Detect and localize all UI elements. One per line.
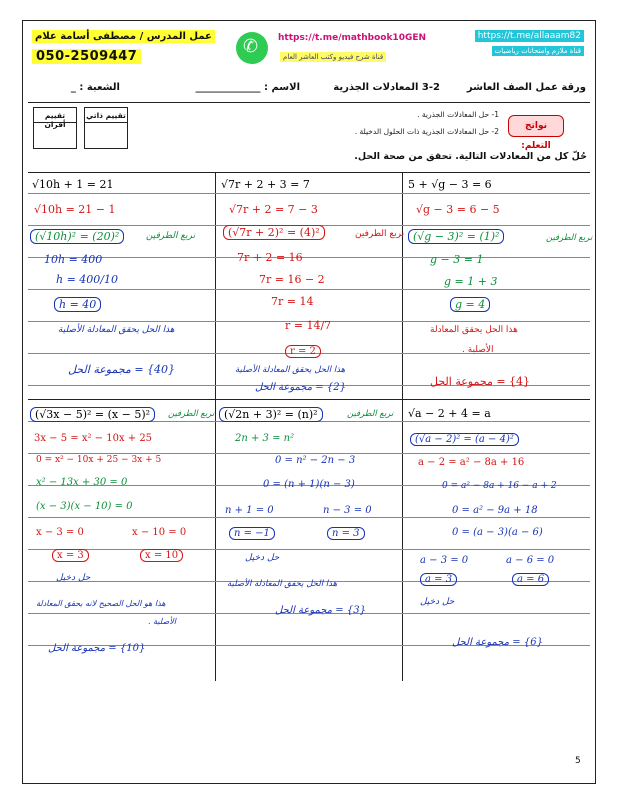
work-note: الأصلية . [462, 345, 494, 355]
work-step: (√10h)² = (20)² [30, 229, 124, 244]
work-result: r = 2 [285, 345, 321, 358]
work-note: نربع الطرفين [146, 231, 196, 241]
work-note: هذا هو الحل الصحيح لانه يحقق المعادلة [36, 599, 166, 608]
work-result: a = 3 [420, 573, 457, 586]
work-step: n − 3 = 0 [323, 505, 372, 516]
outcome-2: 2- حل المعادلات الجذرية ذات الحلول الدخيلة . [354, 127, 499, 136]
solution-set: {4} = مجموعة الحل [430, 375, 531, 388]
solution-set: {2} = مجموعة الحل [255, 382, 346, 393]
work-note: نربع الطرفين [546, 233, 593, 243]
work-step: √10h = 21 − 1 [34, 203, 116, 216]
work-result: g = 4 [450, 297, 490, 312]
problem-6 [402, 399, 589, 681]
telegram-link-left-caption: قناة شرح فيديو وكتب العاشر العام [280, 52, 386, 62]
work-note: الأصلية . [148, 617, 177, 626]
work-step: 2n + 3 = n² [235, 433, 295, 444]
work-step: g − 3 = 1 [430, 253, 484, 266]
work-note: حل دخيل [56, 573, 91, 583]
problem-4 [28, 399, 215, 681]
work-step: 0 = n² − 2n − 3 [275, 455, 356, 466]
teacher-phone: 050-2509447 [32, 49, 141, 64]
header [28, 26, 590, 76]
work-note: هذا الحل يحقق المعادلة الأصلية [235, 365, 346, 375]
teacher-name: عمل المدرس / مصطفى أسامة علام [32, 30, 215, 43]
solution-set: {40} = مجموعة الحل [68, 363, 176, 376]
work-step: 7r + 2 = 16 [237, 251, 303, 264]
work-step: 0 = (n + 1)(n − 3) [263, 479, 355, 490]
work-step: a − 3 = 0 [420, 555, 469, 566]
work-step: 7r = 14 [271, 295, 314, 308]
lesson-title: 3-2 المعادلات الجذرية [333, 82, 440, 93]
telegram-link-left[interactable]: https://t.me/mathbook10GEN [278, 33, 427, 43]
work-step: 0 = x² − 10x + 25 − 3x + 5 [36, 455, 162, 465]
work-step: (√g − 3)² = (1)² [408, 229, 504, 244]
work-note: حل دخيل [420, 597, 455, 607]
work-step: 0 = (a − 3)(a − 6) [452, 527, 543, 538]
work-step: a − 6 = 0 [506, 555, 555, 566]
problem-5 [215, 399, 402, 681]
title-row [28, 80, 590, 100]
page-number: 5 [575, 756, 581, 766]
name-field: الاسم : _____________ [195, 82, 300, 93]
work-step: (√a − 2)² = (a − 4)² [410, 433, 519, 446]
work-step: (x − 3)(x − 10) = 0 [36, 501, 133, 512]
work-note: هذا الحل يحقق المعادلة [430, 325, 518, 335]
problem-3 [402, 173, 593, 399]
work-step: x − 10 = 0 [132, 527, 187, 538]
solution-set: {10} = مجموعة الحل [48, 643, 146, 654]
work-note: نربع الطرفين [347, 409, 394, 419]
telegram-link-right-caption: قناة ملازم وامتحانات رياضيات [492, 46, 584, 56]
work-result: n = 3 [327, 527, 365, 540]
instruction: حُلّ كل من المعادلات التالية. تحقق من صحة الحل. [354, 151, 587, 162]
work-step: (√7r + 2)² = (4)² [223, 225, 325, 240]
work-step: g = 1 + 3 [444, 275, 498, 288]
worksheet-title: ورقة عمل الصف العاشر [466, 82, 586, 93]
work-note: نربع الطرفين [168, 409, 215, 419]
work-step: √7r + 2 = 7 − 3 [229, 203, 318, 216]
work-result: x = 10 [140, 549, 183, 562]
work-step: 7r = 16 − 2 [259, 273, 325, 286]
problems-grid [28, 172, 593, 680]
work-step: 0 = a² − 9a + 18 [452, 505, 538, 516]
work-step: √g − 3 = 6 − 5 [416, 203, 500, 216]
work-step: 3x − 5 = x² − 10x + 25 [34, 433, 153, 444]
telegram-link-right[interactable]: https://t.me/allaaam82 [475, 30, 584, 42]
work-step: 0 = a² − 8a + 16 − a + 2 [442, 481, 557, 491]
problem-equation: √10h + 1 = 21 [32, 178, 114, 191]
self-eval-box: تقييم ذاتي [84, 107, 128, 149]
solution-set: {6} = مجموعة الحل [452, 637, 543, 648]
whatsapp-icon [236, 32, 268, 64]
work-result: a = 6 [512, 573, 549, 586]
work-step: a − 2 = a² − 8a + 16 [418, 457, 525, 468]
peer-eval-box: تقييم أقران [33, 107, 77, 149]
outcomes-badge: نواتج التعلم: [508, 115, 564, 137]
work-note: حل دخيل [245, 553, 280, 563]
work-note: هذا الحل يحقق المعادلة الأصلية [227, 579, 338, 589]
problem-equation: √7r + 2 + 3 = 7 [221, 178, 310, 191]
problem-equation: (√3x − 5)² = (x − 5)² [30, 407, 155, 422]
problem-equation: (√2n + 3)² = (n)² [219, 407, 323, 422]
work-result: x = 3 [52, 549, 89, 562]
problem-equation: √a − 2 + 4 = a [408, 407, 491, 420]
problem-2 [215, 173, 405, 399]
title-divider [28, 102, 590, 103]
work-step: 10h = 400 [44, 253, 103, 266]
work-step: r = 14/7 [285, 319, 332, 332]
problem-1 [28, 173, 215, 399]
work-result: h = 40 [54, 297, 101, 312]
solution-set: {3} = مجموعة الحل [275, 605, 366, 616]
outcome-1: 1- حل المعادلات الجذرية . [417, 110, 499, 119]
work-note: نربع الطرفين [355, 229, 405, 239]
work-step: n + 1 = 0 [225, 505, 274, 516]
work-step: x² − 13x + 30 = 0 [36, 477, 128, 488]
work-note: هذا الحل يحقق المعادلة الأصلية [58, 325, 175, 335]
work-step: h = 400/10 [56, 273, 118, 286]
section-field: الشعبة : _ [70, 82, 120, 93]
work-result: n = −1 [229, 527, 275, 540]
work-step: x − 3 = 0 [36, 527, 84, 538]
problem-equation: 5 + √g − 3 = 6 [408, 178, 492, 191]
